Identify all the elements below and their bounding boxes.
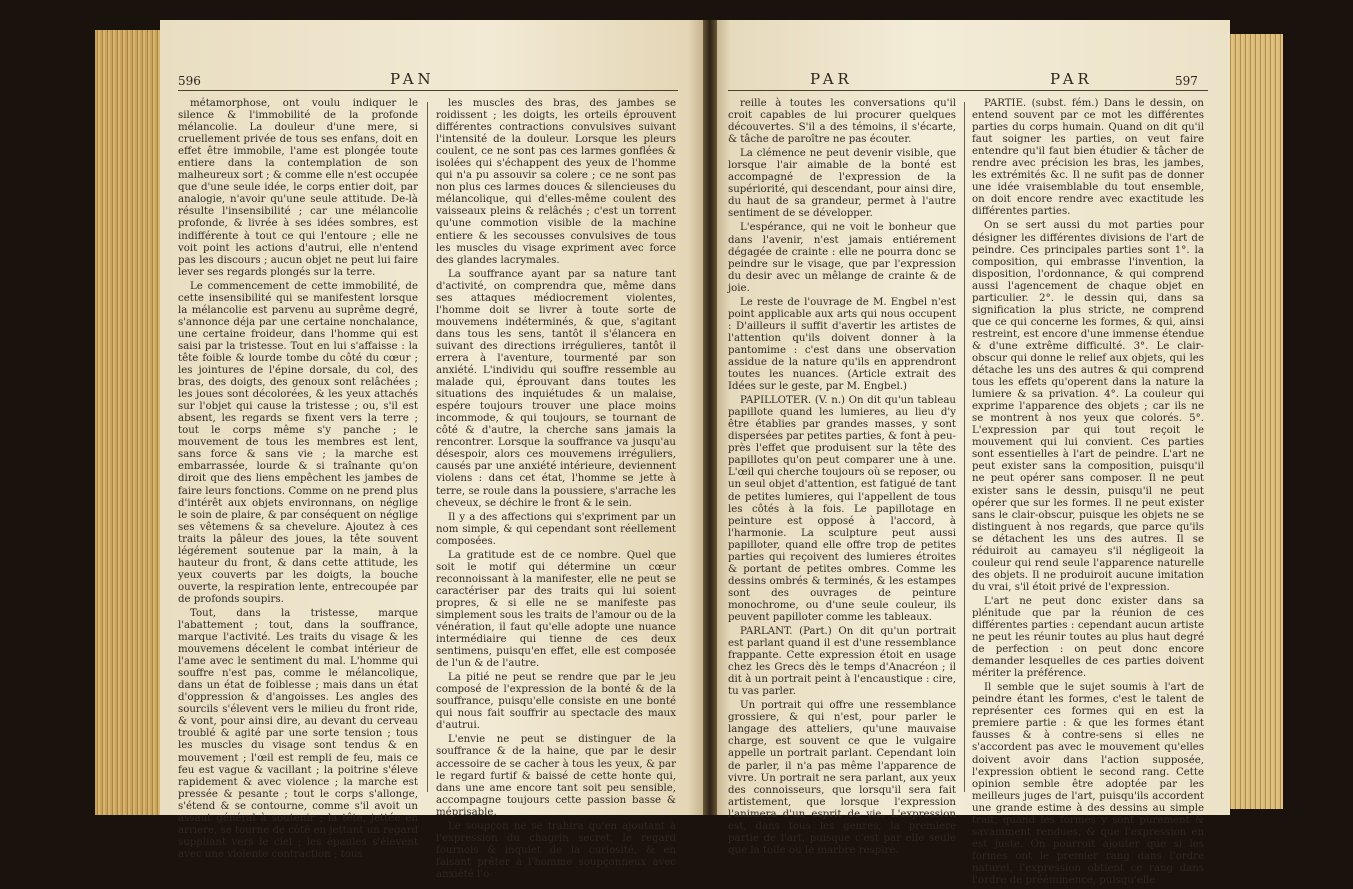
paragraph: Il semble que le sujet soumis à l'art de peindre étant les formes, c'est le talent de représenter ces formes qui en est la premiere partie : & que les formes étant fausses & à contre-sens si elles ne s'accordent pas avec le mouvement qu'elles doivent avoir dans l'action supposée, l'expression obtient le second rang. Cette opinion semble être adoptée par les meilleurs juges de l'art, puisqu'ils accordent une grande estime à des dessins au simple trait, quand les formes y sont purement & savamment rendues, & que l'expression en est juste. On pourroit ajouter que si les formes ont le premier rang dans l'ordre naturel, l'expression obtient ce rang dans l'ordre de prééminence, puisqu'elle xyxy=(972,682,1204,886)
paragraph: PARTIE. (subst. fém.) Dans le dessin, on entend souvent par ce mot les différentes parties du corps humain. Quand on dit qu'il faut soigner les parties, on veut faire entendre qu'il faut bien étudier & tâcher de rendre avec précision les bras, les jambes, les extrémités &c. Il ne sufit pas de donner une idée vraisemblable du tout ensemble, on doit encore rendre avec exactitude les différentes parties. xyxy=(972,98,1204,218)
running-head-right-2: PAR xyxy=(1050,70,1093,88)
page-number-right: 597 xyxy=(1175,74,1198,88)
header-rule-left xyxy=(178,90,678,91)
column-divider-right xyxy=(964,102,965,792)
column-divider-left xyxy=(427,102,428,792)
paragraph: les muscles des bras, des jambes se roidissent ; les doigts, les orteils éprouvent différentes contractions convulsives suivant l'intensité de la douleur. Lorsque les pleurs coulent, ce ne sont pas ces larmes gonflées & isolées qui s'échappent des yeux de l'homme qui n'a pu assouvir sa colere ; ce ne sont pas non plus ces larmes douces & silencieuses du mélancolique, qui d'elles-même coulent des vaisseaux pleins & relâchés ; c'est un torrent qu'une commotion visible de la machine entiere & les secousses convulsives de tous les muscles du visage expriment avec force des glandes lacrymales. xyxy=(436,98,676,266)
left-column-1 xyxy=(178,98,418,863)
paragraph: Le commencement de cette immobilité, de cette insensibilité qui se manifestent lorsque la mélancolie est parvenu au suprême degré, s'annonce déja par une certaine nonchalance, une certaine froideur, dans l'homme qui est saisi par la tristesse. Tout en lui s'affaisse : la tête foible & lourde tombe du côté du cœur ; les jointures de l'épine dorsale, du col, des bras, des doigts, des genoux sont relâchées ; les joues sont décolorées, & les yeux attachés sur l'objet qui cause la tristesse ; ou, s'il est absent, les regards se fixent vers la terre ; tout le corps même s'y panche ; le mouvement de tous les membres est lent, sans force & sans vie ; la marche est embarrassée, lourde & si traînante qu'on diroit que des liens empêchent les jambes de faire leurs fonctions. Comme on ne prend plus d'intérêt aux objets environnans, on néglige le soin de plaire, & par conséquent on néglige ses vêtemens & sa chevelure. Ajoutez à ces traits la pâleur des joues, la tête souvent légérement soutenue par la main, à la hauteur du front, & dans cette attitude, les yeux couverts par les doigts, la bouche ouverte, la respiration lente, entrecoupée par de profonds soupirs. xyxy=(178,280,418,605)
book-gutter xyxy=(703,20,717,815)
paragraph: Un portrait qui offre une ressemblance grossiere, & qui n'est, pour parler le langage des atteliers, qu'une mauvaise charge, est souvent ce que le vulgaire appelle un portrait parlant. Cependant loin de parler, il n'a pas même l'apparence de vivre. Un portrait ne sera parlant, aux yeux des connoisseurs, que lorsqu'il sera fait artistement, que lorsque l'expression l'animera d'un esprit de vie. L'expression est, dans tous les genres, la premiere partie de l'art, puisque c'est par elle seule que la toile ou le marbre respire. xyxy=(728,700,956,856)
running-head-right-1: PAR xyxy=(810,70,853,88)
paragraph: Le reste de l'ouvrage de M. Engbel n'est point applicable aux arts qui nous occupent : D'ailleurs il suffit d'avertir les artistes de l'attention qu'ils doivent donner à la pantomime : c'est dans une observation assidue de la nature qu'ils en apprendront toutes les nuances. (Article extrait des Idées sur le geste, par M. Engbel.) xyxy=(728,296,956,393)
paragraph: Le soupçon ne se trahira qu'en ajoutant à l'expression du chagrin secret, le regard fournois & inquiet de la curiosité, & en faisant prêter à l'homme soupçonneux avec anxiété l'o- xyxy=(436,820,676,880)
left-page xyxy=(160,20,710,880)
running-head-left: PAN xyxy=(390,70,435,88)
paragraph: Il y a des affections qui s'expriment par un nom simple, & qui cependant sont réellement composées. xyxy=(436,511,676,547)
paragraph: métamorphose, ont voulu indiquer le silence & l'immobilité de la profonde mélancolie. La douleur d'une mere, si cruellement privée de tous ses enfans, doit en effet être immobile, l'ame est plongée toute entiere dans la contemplation de son malheureux sort ; & comme elle n'est occupée que d'une seule idée, le corps entier doit, par analogie, n'avoir qu'une seule attitude. De-là résulte l'insensibilité ; car une mélancolie profonde, & livrée à ses idées sombres, est indifférente à tout ce qui l'entoure ; elle ne voit point les actions d'autrui, elle n'entend pas les discours ; aucun objet ne peut lui faire lever ses regards plongés sur la terre. xyxy=(178,98,419,278)
right-page xyxy=(710,20,1230,886)
right-column-2 xyxy=(972,98,1204,889)
paragraph: PARLANT. (Part.) On dit qu'un portrait est parlant quand il est d'une ressemblance frappante. Cette expression étoit en usage chez les Grecs dès le temps d'Anacréon ; il dit à un portrait peint à l'encaustique : cire, tu vas parler. xyxy=(728,626,956,698)
left-column-2 xyxy=(436,98,676,883)
paragraph: L'espérance, qui ne voit le bonheur que dans l'avenir, n'est jamais entiérement dégagée de crainte : elle ne pourra donc se peindre sur le visage, que par l'expression du desir avec un mêlange de crainte & de joie. xyxy=(728,222,956,294)
header-rule-right xyxy=(728,90,1208,91)
paragraph: Tout, dans la tristesse, marque l'abattement ; tout, dans la souffrance, marque l'activité. Les traits du visage & les mouvemens décelent le combat intérieur de l'ame avec le sentiment du mal. L'homme qui souffre n'est pas, comme le mélancolique, dans un état de foiblesse ; mais dans un état d'oppression & d'angoisses. Les angles des sourcils s'élevent vers le milieu du front ride, & vont, pour ainsi dire, au devant du cerveau troublé & agité par une sorte tension ; tous les muscles du visage sont tendus & en mouvement ; l'œil est rempli de feu, mais ce feu est vague & vacillant ; la poitrine s'éleve rapidement & avec violence ; la marche est pressée & pesante ; tout le corps s'allonge, s'étend & se contourne, comme s'il avoit un assaut général à soutenir ; la tête, jettée en arriere, se tourne de côté en jettant un regard suppliant vers le ciel ; les épaules s'élevent avec une violente contraction ; tous xyxy=(178,607,418,860)
paragraph: La pitié ne peut se rendre que par le jeu composé de l'expression de la bonté & de la souffrance, puisqu'elle consiste en une bonté qui nous fait souffrir au spectacle des maux d'autrui. xyxy=(436,672,676,732)
paragraph: La gratitude est de ce nombre. Quel que soit le motif qui détermine un cœur reconnoissant à la manifester, elle ne peut se caractériser par des traits qui lui soient propres, & si elle ne se manifeste pas simplement sous les traits de l'amour ou de la vénération, il faut qu'elle adopte une nuance intermédiaire qui tienne de ces deux sentimens, puisqu'en effet, elle est composée de l'un & de l'autre. xyxy=(436,549,676,670)
paragraph: L'envie ne peut se distinguer de la souffrance & de la haine, que par le desir accessoire de se cacher à tous les yeux, & par le regard furtif & baissé de cette honte qui, dans une ame encore tant soit peu sensible, accompagne toujours cette passion basse & méprisable. xyxy=(436,734,676,818)
open-book xyxy=(95,20,1283,886)
paragraph: L'art ne peut donc exister dans sa plénitude que par la réunion de ces différentes parties : cependant aucun artiste ne peut les réunir toutes au plus haut degré de perfection : on peut donc encore demander lesquelles de ces parties doivent mériter la préférence. xyxy=(972,595,1204,680)
page-number-left: 596 xyxy=(178,74,201,88)
paragraph: reille à toutes les conversations qu'il croit capables de lui procurer quelques découvertes. S'il a des témoins, il s'écarte, & tâche de paroître ne pas écouter. xyxy=(728,98,956,146)
paragraph: La clémence ne peut devenir visible, que lorsque l'air aimable de la bonté est accompagné de l'expression de la supériorité, qui descendant, pour ainsi dire, du haut de sa grandeur, permet à l'autre sentiment de se développer. xyxy=(728,148,956,220)
paragraph: On se sert aussi du mot parties pour désigner les différentes divisions de l'art de peindre. Ces principales parties sont 1°. la composition, qui embrasse l'invention, la disposition, l'ordonnance, & qui comprend aussi l'agencement de chaque objet en particulier. 2°. le dessin qui, dans sa signification la plus stricte, ne comprend que ce qui concerne les formes, & qui, ainsi restreint, est encore d'une immense étendue & d'une extrême difficulté. 3°. Le clair-obscur qui donne le relief aux objets, qui les détache les uns des autres & qui comprend tous les effets qu'operent dans la nature la lumiere & sa privation. 4°. La couleur qui exprime l'apparence des objets ; car ils ne se montrent à nos yeux que colorés. 5°. L'expression par qui tout reçoit le mouvement qui lui convient. Ces parties sont essentielles à l'art de peindre. L'art ne peut exister sans la composition, puisqu'il ne peut opérer sans composer. Il ne peut exister sans le dessin, puisqu'il ne peut opérer que sur les formes. Il ne peut exister sans le clair-obscur, puisque les objets ne se distinguent à nos regards, que parce qu'ils se détachent les uns des autres. Il se réduiroit au camayeu s'il négligeoit la couleur qui rend seule l'apparence naturelle des objets. Il ne produiroit aucune imitation du vrai, s'il étoit privé de l'expression. xyxy=(972,220,1204,593)
right-column-1 xyxy=(728,98,956,859)
paragraph: PAPILLOTER. (V. n.) On dit qu'un tableau papillote quand les lumieres, au lieu d'y être établies par grandes masses, y sont dispersées par petites parties, & font à peu-près l'effet que produisent sur la tête des papillotes qu'on peut comparer une à une. L'œil qui cherche toujours où se reposer, ou un seul objet d'attention, est fatigué de tant de petites lumieres, qui l'appellent de tous les côtés à la fois. Le papillotage en peinture est opposé à l'accord, à l'harmonie. La sculpture peut aussi papilloter, quand elle offre trop de petites parties qui reçoivent des lumieres étroites & portant de petites ombres. Comme les dessins ombrés & terminés, & les estampes sont des ouvrages de peinture monochrome, ou d'une seule couleur, ils peuvent papilloter comme les tableaux. xyxy=(728,395,956,623)
left-page-stack xyxy=(95,30,167,815)
right-page-stack xyxy=(1228,34,1283,809)
paragraph: La souffrance ayant par sa nature tant d'activité, on comprendra que, même dans ses attaques médiocrement violentes, l'homme doit se livrer à toute sorte de mouvemens indéterminés, & que, s'agitant dans tous les sens, tantôt il s'élancera en suivant des directions irrégulieres, tantôt il errera à l'aventure, tourmenté par son anxiété. L'individu qui souffre ressemble au malade qui, éprouvant dans toutes les situations des inquiétudes & un malaise, espére toujours trouver une place moins incommode, & qui toujours, se tournant de côté & d'autre, la cherche sans jamais la rencontrer. Lorsque la souffrance va jusqu'au désespoir, alors ces mouvemens irréguliers, causés par une anxiété intérieure, deviennent violens : dans cet état, l'homme se jette à terre, se roule dans la poussiere, s'arrache les cheveux, se déchire le front & le sein. xyxy=(436,268,676,509)
